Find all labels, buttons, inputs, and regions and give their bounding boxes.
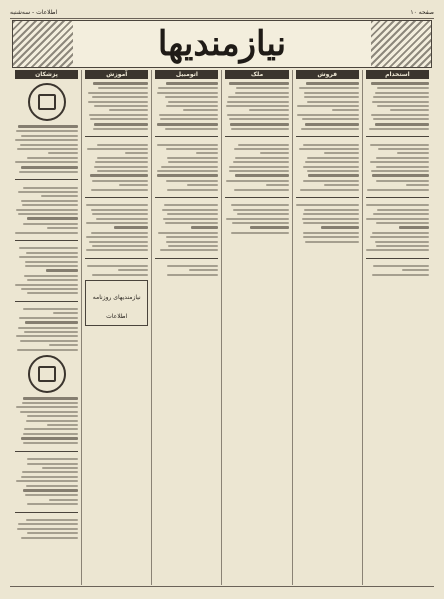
text-line [27,532,78,534]
text-line [27,217,78,220]
text-line [235,174,289,177]
column-heading: اتومبیل [155,70,218,79]
text-line [376,180,429,182]
ad-text-block [225,82,288,234]
text-line [92,213,148,215]
text-line [168,161,219,163]
text-line [303,213,359,215]
text-line [53,312,79,314]
text-line [18,191,78,193]
text-line [24,331,78,333]
text-line [227,101,288,103]
text-line [406,184,429,186]
text-line [229,166,288,168]
text-line [25,265,78,267]
text-line [17,349,78,351]
text-line [20,144,79,146]
text-line [371,170,429,172]
ad-separator [15,512,78,513]
text-line [229,170,289,172]
text-line [369,128,429,130]
text-line [168,245,219,247]
text-line [21,476,79,478]
text-line [23,187,78,189]
text-line [158,87,219,89]
text-line [366,218,429,220]
classifieds-masthead [12,20,432,68]
text-line [22,402,78,404]
text-line [297,105,359,107]
text-line [21,288,78,290]
text-line [305,241,359,243]
text-line [305,123,359,126]
text-line [372,174,429,177]
ad-separator [155,136,218,137]
text-line [92,96,148,98]
text-line [377,87,429,89]
text-line [47,227,78,229]
text-line [125,152,149,154]
text-line [21,166,79,169]
text-line [231,232,289,234]
text-line [165,96,219,98]
ad-separator [366,197,429,198]
text-line [296,204,359,206]
text-line [304,209,359,211]
ad-separator [296,136,359,137]
text-line [19,247,78,249]
text-line [20,340,78,342]
text-line [226,180,289,182]
ad-text-block [85,82,148,276]
ad-separator [366,136,429,137]
text-line [166,180,218,182]
text-line [91,189,148,191]
ad-column [151,70,221,585]
text-line [164,204,218,206]
text-line [165,128,218,130]
text-line [27,463,78,465]
text-line [88,92,148,94]
text-line [160,118,219,120]
text-line [302,118,358,120]
text-line [86,204,148,206]
ad-columns [12,70,432,585]
text-line [86,236,148,238]
text-line [377,105,429,107]
ad-column [362,70,432,585]
ad-separator [85,197,148,198]
text-line [41,195,78,197]
text-line [26,485,78,487]
text-line [373,213,429,215]
text-line [305,161,358,163]
text-line [303,180,359,182]
text-line [21,537,78,539]
text-line [23,223,78,225]
text-line [161,166,218,168]
text-line [238,144,289,146]
text-line [92,274,149,276]
text-line [371,114,429,116]
text-line [26,519,78,521]
text-line [399,226,429,229]
text-line [27,503,78,505]
text-line [157,174,218,177]
text-line [16,480,78,482]
text-line [90,118,149,120]
text-line [91,209,148,211]
text-line [27,157,78,159]
text-line [23,442,78,444]
book-emblem-icon [28,83,66,121]
text-line [16,130,78,132]
text-line [16,406,78,408]
ad-separator [15,179,78,180]
text-line [260,152,289,154]
text-line [231,204,289,206]
page-number: صفحه ۱۰ [410,8,434,16]
text-line [16,335,78,337]
ad-column [12,70,81,585]
text-line [49,499,79,501]
text-line [23,397,78,400]
text-line [25,261,78,263]
text-line [372,101,429,103]
text-line [307,170,359,172]
text-line [157,92,219,94]
text-line [86,222,148,224]
text-line [27,458,78,460]
text-line [372,232,429,234]
text-line [304,92,359,94]
text-line [27,292,78,294]
text-line [24,428,78,430]
text-line [324,184,359,186]
text-line [23,308,78,310]
text-line [94,105,149,107]
text-line [86,249,149,251]
masthead-title: نیازمندیها [157,24,287,64]
text-line [16,209,78,211]
text-line [376,157,430,159]
text-line [229,82,289,85]
text-line [372,274,429,276]
text-line [332,109,359,111]
ad-column [292,70,362,585]
text-line [48,152,78,154]
text-line [304,96,359,98]
text-line [234,148,289,150]
text-line [307,101,359,103]
text-line [375,241,429,243]
text-line [17,148,78,150]
text-line [26,252,78,254]
ad-separator [225,197,288,198]
text-line [370,144,429,146]
text-line [98,87,149,89]
column-heading: پزشکان [15,70,78,79]
text-line [87,148,149,150]
text-line [402,269,429,271]
text-line [89,241,148,243]
text-line [18,213,78,215]
text-line [27,415,79,417]
text-line [93,82,149,85]
book-emblem-icon [28,355,66,393]
ad-separator [366,258,429,259]
text-line [303,236,359,238]
text-line [373,265,429,267]
text-line [18,523,78,525]
text-line [19,317,78,319]
text-line [24,275,79,277]
masthead-hatch-left [13,21,73,67]
text-line [230,123,289,126]
text-line [92,180,148,182]
text-line [94,123,148,126]
text-line [167,157,219,159]
text-line [324,152,358,154]
text-line [21,437,78,440]
text-line [19,171,78,173]
text-line [157,144,218,146]
text-line [235,157,288,159]
ad-separator [225,136,288,137]
text-line [397,152,429,154]
text-line [18,327,78,329]
text-line [376,166,429,168]
ad-separator [85,258,148,259]
text-line [162,209,219,211]
text-line [375,123,429,126]
text-line [375,92,429,94]
text-line [227,114,288,116]
text-line [166,82,218,85]
text-line [370,236,429,238]
text-line [321,226,359,229]
text-line [303,232,359,234]
text-line [89,114,149,116]
text-line [167,274,219,276]
text-line [167,213,218,215]
text-line [163,218,218,220]
ad-separator [155,197,218,198]
text-line [167,265,219,267]
text-line [235,92,289,94]
text-line [166,236,218,238]
text-line [373,118,429,120]
text-line [26,420,79,422]
text-line [15,161,78,163]
ad-separator [15,451,78,452]
text-line [300,189,359,191]
text-line [17,528,78,530]
text-line [233,209,289,211]
notice-text: نیازمندیهای روزنامه اطلاعات [92,293,141,320]
text-line [94,166,148,168]
text-line [22,471,78,473]
text-line [47,424,78,426]
text-line [231,128,289,130]
text-line [376,222,429,224]
ad-text-block [366,82,429,276]
text-line [20,411,78,413]
text-line [15,232,78,234]
text-line [23,489,79,492]
text-line [378,148,430,150]
text-line [159,114,218,116]
column-heading: فروش [296,70,359,79]
page-footer [10,586,434,596]
text-line [377,209,429,211]
text-line [160,249,218,251]
text-line [297,114,359,116]
ad-separator [15,240,78,241]
text-line [373,96,429,98]
text-line [19,256,78,258]
text-line [390,109,429,111]
text-line [299,148,359,150]
text-line [42,467,78,469]
text-line [157,170,218,172]
text-line [46,269,78,272]
text-line [191,226,219,229]
text-line [15,139,78,141]
text-line [157,123,219,126]
text-line [249,109,289,111]
text-line [236,87,288,89]
text-line [266,184,288,186]
text-line [49,344,79,346]
ad-separator [296,197,359,198]
masthead-hatch-right [371,21,431,67]
text-line [302,218,359,220]
text-line [92,245,148,247]
text-line [21,135,78,137]
text-line [119,184,148,186]
notice-box [85,280,148,326]
page-header-strip [10,6,434,19]
text-line [376,245,429,247]
text-line [114,226,149,229]
text-line [366,204,429,206]
ad-column [221,70,291,585]
ad-text-block [296,82,359,243]
text-line [165,222,218,224]
text-line [97,157,148,159]
text-line [25,321,78,324]
text-line [21,200,78,202]
text-line [307,157,359,159]
text-line [234,189,289,191]
text-line [226,105,289,107]
text-line [187,184,218,186]
text-line [18,125,78,128]
text-line [93,128,148,130]
text-line [237,213,289,215]
text-line [303,222,359,224]
text-line [299,87,359,89]
text-line [308,174,359,177]
text-line [15,284,78,286]
text-line [158,232,219,234]
issue-info: اطلاعات - سه‌شنبه [10,8,58,16]
ad-text-block [155,82,218,276]
text-line [371,82,429,85]
column-heading: آموزش [85,70,148,79]
ad-separator [15,301,78,302]
text-line [25,494,78,496]
text-line [167,189,218,191]
text-line [91,232,148,234]
text-line [233,161,289,163]
text-line [196,152,219,154]
text-line [183,109,219,111]
text-line [87,265,149,267]
text-line [306,82,358,85]
text-line [166,241,219,243]
text-line [250,226,289,229]
text-line [97,144,149,146]
text-line [166,148,219,150]
text-line [118,269,148,271]
text-line [229,118,289,120]
text-line [189,269,219,271]
ad-separator [155,258,218,259]
text-line [168,101,219,103]
text-line [366,249,429,251]
text-line [90,174,148,177]
text-line [303,144,359,146]
text-line [228,96,288,98]
text-line [96,218,148,220]
ad-text-block [15,397,78,539]
text-line [226,218,289,220]
text-line [27,279,78,281]
text-line [88,101,148,103]
text-line [109,109,149,111]
text-line [23,433,79,435]
ad-text-block [15,125,78,351]
ad-column [81,70,151,585]
text-line [367,189,429,191]
column-heading: استخدام [366,70,429,79]
text-line [370,161,429,163]
text-line [301,128,359,130]
text-line [232,222,288,224]
text-line [95,161,148,163]
ad-separator [85,136,148,137]
column-heading: ملک [225,70,288,79]
text-line [97,170,148,172]
text-line [166,105,218,107]
text-line [22,204,78,206]
text-line [303,166,359,168]
